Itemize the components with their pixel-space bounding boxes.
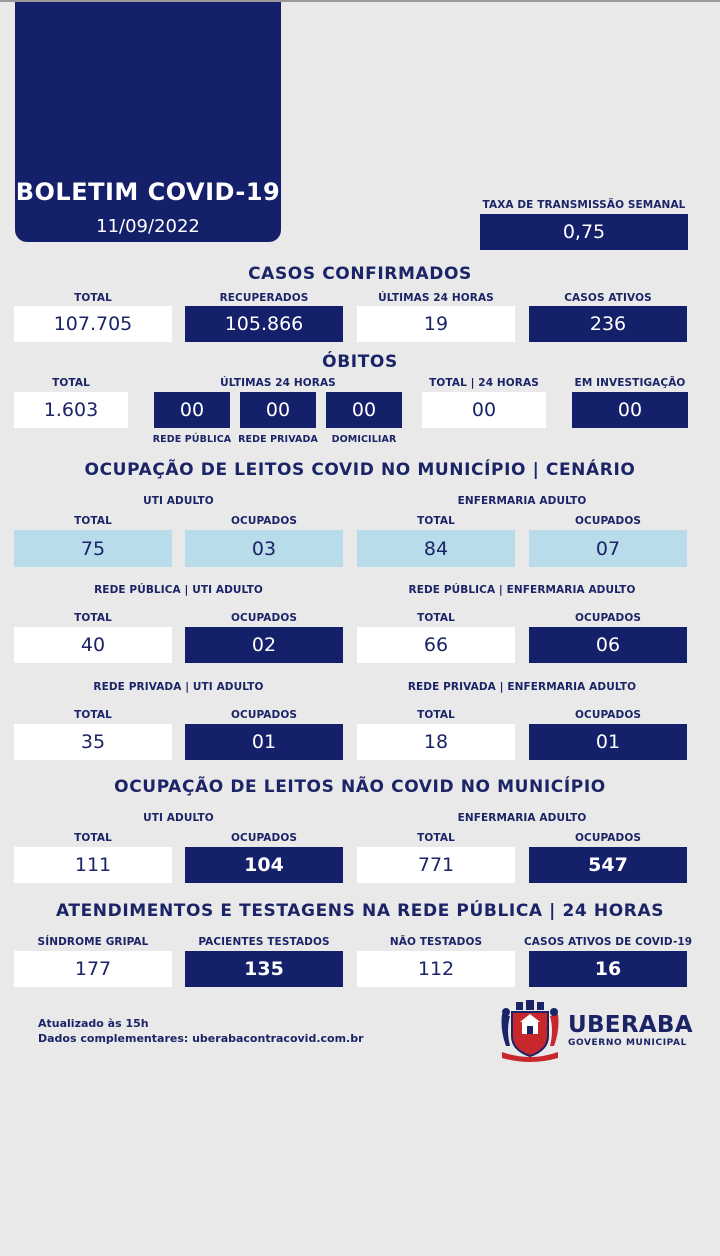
uberaba-logo: [498, 1000, 698, 1062]
confirmed-total-label: TOTAL: [74, 292, 112, 304]
deaths-investigation-label: EM INVESTIGAÇÃO: [574, 377, 686, 389]
private-uti-total-label: TOTAL: [74, 709, 112, 721]
confirmed-active-value: 236: [529, 306, 687, 342]
confirmed-heading: CASOS CONFIRMADOS: [248, 264, 472, 284]
testing-tested-label: PACIENTES TESTADOS: [198, 936, 330, 948]
footer-more-info: Dados complementares: uberabacontracovid.com.br: [38, 1032, 364, 1045]
private-uti-occupied-label: OCUPADOS: [230, 709, 298, 721]
covid-ward-total-label: TOTAL: [417, 515, 455, 527]
footer-updated: Atualizado às 15h: [38, 1017, 149, 1030]
public-uti-total-value: 40: [14, 627, 172, 663]
covid-uti-occupied-label: OCUPADOS: [230, 515, 298, 527]
covid-ward-occupied-label: OCUPADOS: [574, 515, 642, 527]
noncovid-uti-occupied-label: OCUPADOS: [230, 832, 298, 844]
private-uti-occupied-value: 01: [185, 724, 343, 760]
public-ward-label: REDE PÚBLICA | ENFERMARIA ADULTO: [408, 584, 636, 596]
header-block: [15, 2, 281, 242]
confirmed-active-label: CASOS ATIVOS: [564, 292, 652, 304]
testing-not-tested-label: NÃO TESTADOS: [389, 936, 483, 948]
logo-title: UBERABA: [568, 1012, 693, 1038]
public-uti-occupied-value: 02: [185, 627, 343, 663]
public-uti-total-label: TOTAL: [74, 612, 112, 624]
noncovid-uti-label: UTI ADULTO: [143, 812, 214, 824]
covid-ward-label: ENFERMARIA ADULTO: [457, 495, 587, 507]
noncovid-ward-total-label: TOTAL: [417, 832, 455, 844]
city-coat-of-arms-icon: [498, 1000, 562, 1062]
private-ward-label: REDE PRIVADA | ENFERMARIA ADULTO: [407, 681, 637, 693]
covid-uti-label: UTI ADULTO: [143, 495, 214, 507]
deaths-private-label: REDE PRIVADA: [238, 434, 318, 445]
deaths-total24-label: TOTAL | 24 HORAS: [429, 377, 539, 389]
testing-active-value: 16: [529, 951, 687, 987]
covid-uti-total-value: 75: [14, 530, 172, 567]
public-ward-total-value: 66: [357, 627, 515, 663]
testing-not-tested-value: 112: [357, 951, 515, 987]
deaths-private-value: 00: [240, 392, 316, 428]
page-title: BOLETIM COVID-19: [15, 178, 281, 206]
noncovid-uti-total-value: 111: [14, 847, 172, 883]
noncovid-ward-occupied-value: 547: [529, 847, 687, 883]
deaths-total-value: 1.603: [14, 392, 128, 428]
deaths-total24-value: 00: [422, 392, 546, 428]
public-uti-label: REDE PÚBLICA | UTI ADULTO: [94, 584, 263, 596]
deaths-investigation-value: 00: [572, 392, 688, 428]
confirmed-recovered-label: RECUPERADOS: [219, 292, 309, 304]
private-ward-occupied-value: 01: [529, 724, 687, 760]
report-date: 11/09/2022: [96, 216, 200, 237]
private-ward-total-label: TOTAL: [417, 709, 455, 721]
transmission-label: TAXA DE TRANSMISSÃO SEMANAL: [482, 199, 686, 211]
covid-ward-occupied-value: 07: [529, 530, 687, 567]
noncovid-ward-total-value: 771: [357, 847, 515, 883]
testing-flu-value: 177: [14, 951, 172, 987]
noncovid-ward-label: ENFERMARIA ADULTO: [457, 812, 587, 824]
deaths-last24-label: ÚLTIMAS 24 HORAS: [220, 377, 336, 389]
public-ward-occupied-value: 06: [529, 627, 687, 663]
private-ward-total-value: 18: [357, 724, 515, 760]
deaths-home-value: 00: [326, 392, 402, 428]
testing-heading: ATENDIMENTOS E TESTAGENS NA REDE PÚBLICA | 24 HORAS: [55, 901, 665, 921]
noncovid-beds-heading: OCUPAÇÃO DE LEITOS NÃO COVID NO MUNICÍPIO: [114, 777, 606, 797]
deaths-home-label: DOMICILIAR: [331, 434, 397, 445]
confirmed-last24-value: 19: [357, 306, 515, 342]
transmission-value: 0,75: [480, 214, 688, 250]
noncovid-uti-occupied-value: 104: [185, 847, 343, 883]
deaths-total-label: TOTAL: [52, 377, 90, 389]
confirmed-last24-label: ÚLTIMAS 24 HORAS: [378, 292, 494, 304]
covid-uti-occupied-value: 03: [185, 530, 343, 567]
testing-tested-value: 135: [185, 951, 343, 987]
testing-flu-label: SÍNDROME GRIPAL: [37, 936, 149, 948]
public-ward-occupied-label: OCUPADOS: [574, 612, 642, 624]
covid-uti-total-label: TOTAL: [74, 515, 112, 527]
covid-ward-total-value: 84: [357, 530, 515, 567]
private-uti-total-value: 35: [14, 724, 172, 760]
noncovid-ward-occupied-label: OCUPADOS: [574, 832, 642, 844]
private-uti-label: REDE PRIVADA | UTI ADULTO: [93, 681, 264, 693]
confirmed-total-value: 107.705: [14, 306, 172, 342]
private-ward-occupied-label: OCUPADOS: [574, 709, 642, 721]
logo-subtitle: GOVERNO MUNICIPAL: [568, 1038, 687, 1048]
confirmed-recovered-value: 105.866: [185, 306, 343, 342]
noncovid-uti-total-label: TOTAL: [74, 832, 112, 844]
deaths-heading: ÓBITOS: [322, 352, 398, 372]
public-ward-total-label: TOTAL: [417, 612, 455, 624]
public-uti-occupied-label: OCUPADOS: [230, 612, 298, 624]
testing-active-label: CASOS ATIVOS DE COVID-19: [524, 936, 693, 948]
covid-beds-heading: OCUPAÇÃO DE LEITOS COVID NO MUNICÍPIO | CENÁRIO: [84, 460, 636, 480]
deaths-public-value: 00: [154, 392, 230, 428]
deaths-public-label: REDE PÚBLICA: [152, 434, 232, 445]
